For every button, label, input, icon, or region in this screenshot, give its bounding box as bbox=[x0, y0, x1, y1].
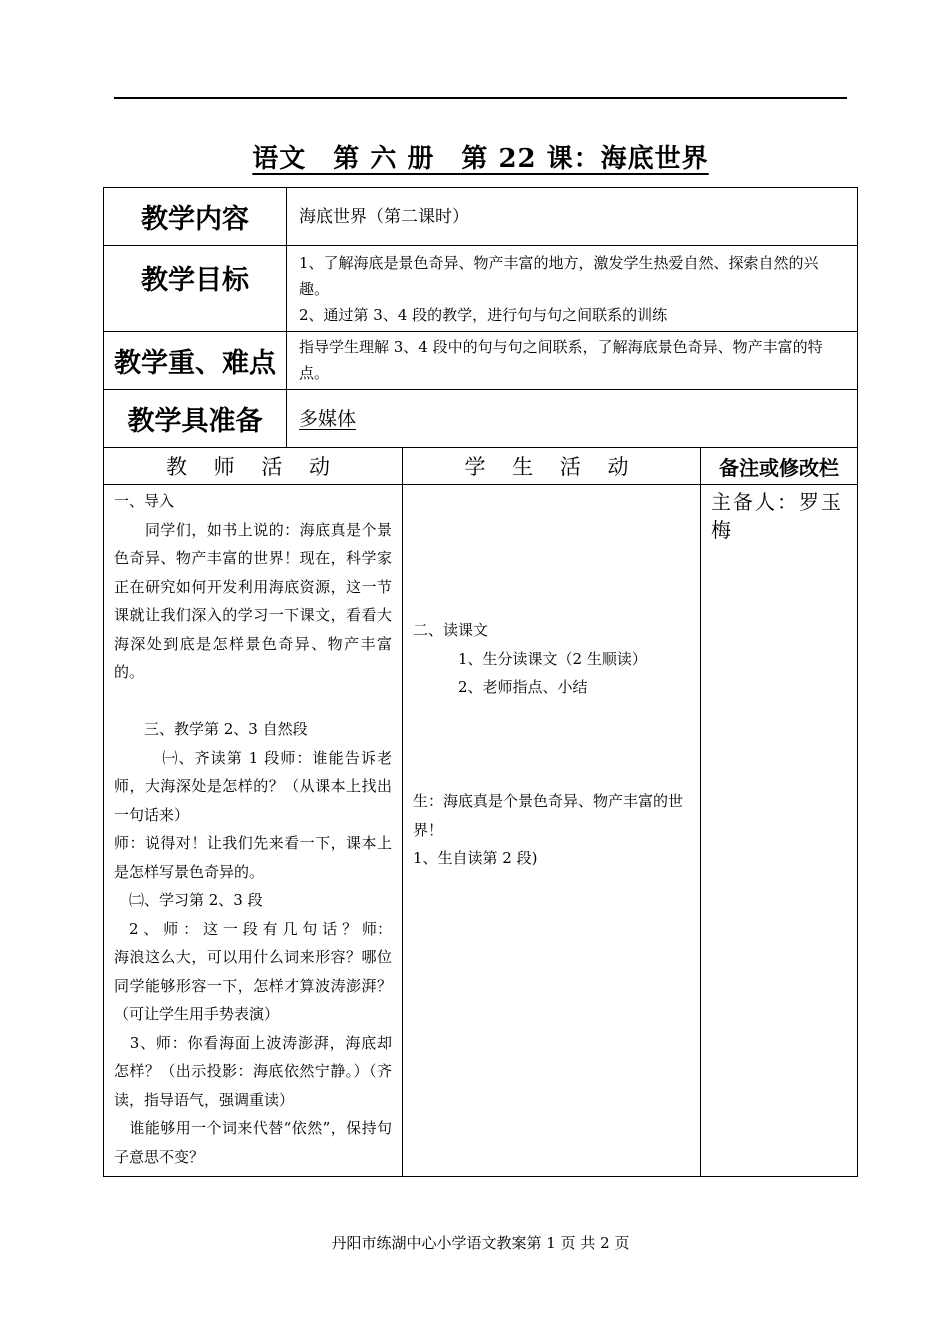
value-content: 海底世界（第二课时） bbox=[287, 188, 858, 246]
row-keypoints bbox=[104, 332, 858, 390]
value-keypoints: 指导学生理解 3、4 段中的句与句之间联系，了解海底景色奇异、物产丰富的特点。 bbox=[287, 332, 858, 390]
student-line: 生：海底真是个景色奇异、物产丰富的世界！ bbox=[413, 792, 684, 839]
goal-line-2: 2、通过第 3、4 段的教学，进行句与句之间联系的训练 bbox=[299, 306, 668, 324]
teacher-line: 2 、 师 ： 这 一 段 有 几 句 话 ？ 师：海浪这么大，可以用什么词来形容？哪位同学能够形容一下，怎样才算波涛澎湃？（可让学生用手势表演） bbox=[114, 919, 392, 1023]
student-line bbox=[413, 702, 692, 731]
activity-header-row bbox=[104, 448, 858, 485]
student-line: 1、生自读第 2 段) bbox=[413, 849, 538, 867]
teacher-line: 谁能够用一个词来代替“依然”，保持句子意思不变？ bbox=[114, 1119, 392, 1166]
activity-body-row bbox=[104, 485, 858, 1177]
row-goals bbox=[104, 246, 858, 332]
row-content bbox=[104, 188, 858, 246]
header-teacher-activity: 教 师 活 动 bbox=[104, 448, 403, 485]
teacher-line: 同学们，如书上说的：海底真是个景色奇异、物产丰富的世界！现在，科学家正在研究如何开发利用海底资源，这一节课就让我们深入的学习一下课文，看看大海深处到底是怎样景色奇异、物产丰富的。 bbox=[114, 520, 392, 681]
lesson-plan-table bbox=[103, 187, 857, 1177]
teacher-line: 3、师：你看海面上波涛澎湃，海底却怎样？（出示投影：海底依然宁静。）（齐读，指导语气，强调重读） bbox=[114, 1033, 392, 1109]
label-goals: 教学目标 bbox=[104, 246, 287, 332]
student-line: 2、老师指点、小结 bbox=[413, 678, 588, 696]
teacher-line: ㈠、齐读第 1 段师：谁能告诉老师，大海深处是怎样的？（从课本上找出一句话来） bbox=[114, 748, 392, 824]
header-rule bbox=[114, 97, 847, 99]
value-goals bbox=[287, 246, 858, 332]
label-keypoints: 教学重、难点 bbox=[104, 332, 287, 390]
header-notes: 备注或修改栏 bbox=[701, 448, 858, 485]
teacher-line: ㈡、学习第 2、3 段 bbox=[114, 891, 263, 909]
teacher-line: 三、教学第 2、3 自然段 bbox=[114, 720, 308, 738]
value-materials: 多媒体 bbox=[287, 390, 858, 448]
student-line: 1、生分读课文（2 生顺读） bbox=[413, 649, 647, 668]
row-materials bbox=[104, 390, 858, 448]
student-line bbox=[413, 730, 692, 759]
page-footer: 丹阳市练湖中心小学语文教案第 1 页 共 2 页 bbox=[331, 1234, 630, 1252]
student-line bbox=[413, 759, 692, 788]
header-student-activity: 学 生 活 动 bbox=[403, 448, 701, 485]
teacher-line bbox=[114, 687, 392, 716]
teacher-line: 一、导入 bbox=[114, 492, 175, 510]
student-activity-cell bbox=[403, 485, 701, 1177]
teacher-activity-cell bbox=[104, 485, 403, 1177]
goal-line-1: 1、了解海底是景色奇异、物产丰富的地方，激发学生热爱自然、探索自然的兴趣。 bbox=[299, 254, 819, 298]
label-materials: 教学具准备 bbox=[104, 390, 287, 448]
label-content: 教学内容 bbox=[104, 188, 287, 246]
page-title: 语文 第 六 册 第 22 课：海底世界 bbox=[252, 144, 709, 174]
student-line: 二、读课文 bbox=[413, 621, 489, 639]
teacher-line: 师：说得对！让我们先来看一下，课本上是怎样写景色奇异的。 bbox=[114, 834, 392, 881]
notes-cell: 主备人：罗玉梅 bbox=[701, 485, 858, 1177]
